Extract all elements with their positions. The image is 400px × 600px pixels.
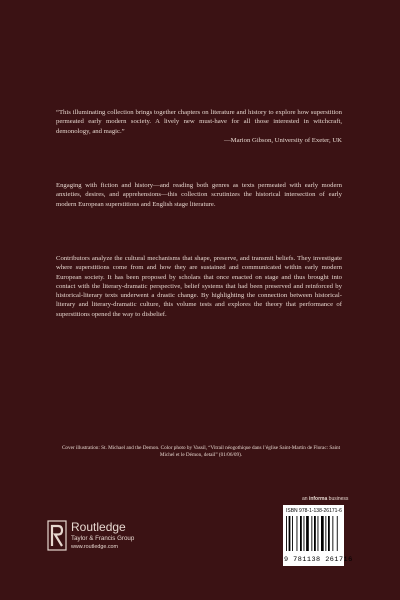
description-text-2: Contributors analyze the cultural mechanisms that shape, preserve, and transmit beliefs. They investigate where superstitions come from and how they are sustained and communicated within early modern European society. It has been proposed by scholars that once enacted on stage and thus brought into contact with the literary-dramatic perspective, belief systems that had been preserved and reinforced by historical-literary texts underwent a drastic change. By highlighting the connection between historical-literary and literary-dramatic culture, this volume tests and explores the theory that performance of superstitions opened the way to disbelief. [56, 255, 342, 318]
informa-prefix: an [302, 496, 309, 502]
isbn-barcode [283, 505, 353, 566]
routledge-mark-icon [47, 520, 67, 551]
publisher-name: Routledge [71, 520, 126, 534]
barcode-bar [328, 516, 330, 551]
barcode-bar [332, 516, 333, 551]
description-text-1: Engaging with fiction and history—and reading both genres as texts permeated with early modern anxieties, desires, and apprehensions—this collection scrutinizes the historical intersection of early modern European superstitions and English stage literature. [56, 182, 342, 208]
barcode-bars [286, 516, 341, 551]
informa-business-line [302, 496, 348, 502]
description-paragraph-1 [56, 181, 342, 209]
quote-attribution: —Marion Gibson, University of Exeter, UK [223, 136, 342, 144]
publisher-url: www.routledge.com [71, 544, 119, 550]
publisher-group: Taylor & Francis Group [71, 535, 135, 542]
barcode-bar [337, 516, 338, 551]
cover-illustration-caption: Cover illustration: St. Michael and the Demon. Color photo by Vassil, “Vitrail néogothique dans l’église Saint-Martin de Florac: Saint Michel et le Démon, detail” (01/06/09). [61, 445, 341, 459]
barcode-bar [321, 516, 324, 551]
informa-suffix: business [327, 496, 349, 502]
barcode-bar [318, 516, 319, 551]
barcode-bar [286, 516, 287, 551]
barcode-bar [289, 516, 291, 551]
quote-text: “This illuminating collection brings together chapters on literature and history to explore how superstition permeated early modern society. A lively new must-have for all those interested in witchcraft, demonology, and magic.” [56, 109, 342, 135]
barcode-bar [304, 516, 305, 551]
barcode-bar [306, 516, 309, 551]
barcode-digits: 9 781138 261716 [284, 556, 353, 564]
description-paragraph-2 [56, 254, 342, 319]
barcode-bar [297, 516, 298, 551]
informa-brand: informa [308, 496, 328, 502]
endorsement-quote [56, 108, 342, 145]
barcode-bar [292, 516, 293, 551]
barcode-bar [311, 516, 312, 551]
barcode-bar [325, 516, 326, 551]
barcode-bar [300, 516, 302, 551]
barcode-bar [314, 516, 316, 551]
isbn-text: ISBN 978-1-138-26171-6 [286, 508, 342, 514]
